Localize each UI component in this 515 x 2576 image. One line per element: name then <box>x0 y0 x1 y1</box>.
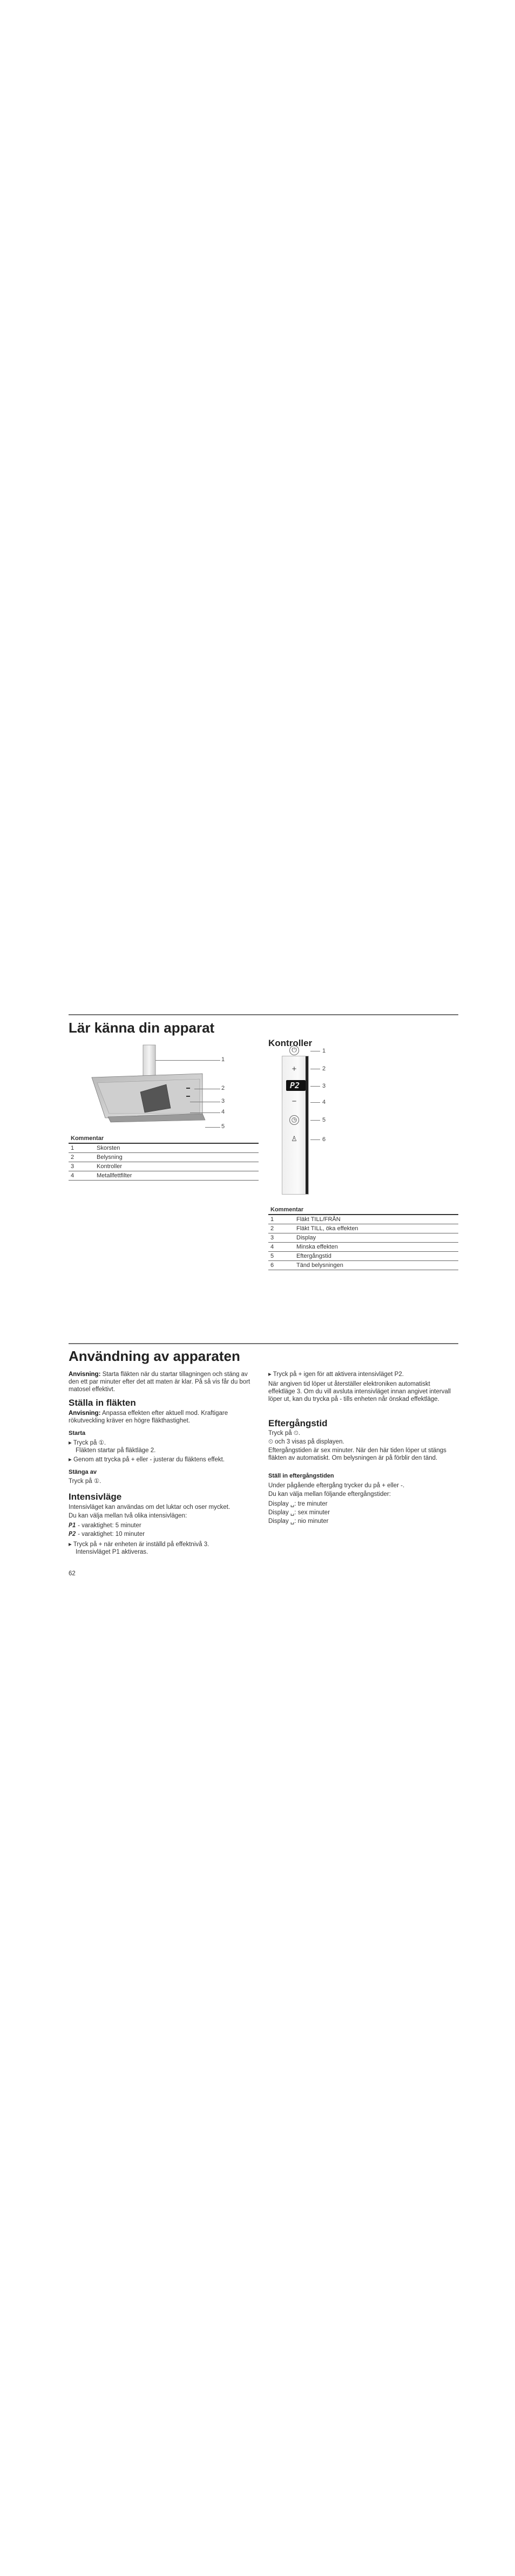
table-row: 3 Kontroller <box>69 1162 259 1171</box>
table-row: 4 Metallfettfilter <box>69 1171 259 1181</box>
start-step-1: ▸ Tryck på ①. <box>69 1439 259 1447</box>
chimney <box>143 1045 155 1076</box>
section-title-know-appliance: Lär känna din apparat <box>69 1020 215 1036</box>
fan-heading: Ställa in fläkten <box>69 1398 136 1408</box>
controls-title: Kontroller <box>268 1038 313 1048</box>
intensive-option-1: P1 - varaktighet: 5 minuter <box>69 1521 141 1529</box>
table-header: Kommentar <box>69 1134 259 1143</box>
controls-table <box>268 1205 458 1270</box>
intro-paragraph: Anvisning: Starta fläkten när du startar tillagningen och stäng av den ett par minuter efter det att maten är klar. På så vis får du bort matosel effektivt. <box>69 1371 250 1393</box>
hood-callout-1: 1 <box>221 1056 225 1063</box>
ctrl-callout-4: 4 <box>322 1099 326 1105</box>
table-row: 4 Minska effekten <box>268 1243 458 1252</box>
section-rule-2 <box>69 1343 458 1344</box>
overrun-set-p2: Du kan välja mellan följande eftergångstider: <box>268 1491 391 1498</box>
table-row: 3 Display <box>268 1233 458 1243</box>
hood-callout-5: 5 <box>221 1123 225 1130</box>
stop-text: Tryck på ①. <box>69 1478 101 1485</box>
stop-heading: Stänga av <box>69 1469 97 1475</box>
start-heading: Starta <box>69 1430 86 1437</box>
overrun-option-2: Display ␣: sex minuter <box>268 1509 330 1516</box>
light-button-icon[interactable]: ♙ <box>291 1135 297 1143</box>
hood-illustration <box>76 1042 232 1129</box>
ctrl-callout-line-4 <box>310 1102 320 1103</box>
overrun-p2: ⏲ och 3 visas på displayen. <box>268 1439 344 1445</box>
ctrl-callout-6: 6 <box>322 1136 326 1143</box>
ctrl-callout-1: 1 <box>322 1048 326 1054</box>
fan-note: Anvisning: Anpassa effekten efter aktuell mod. Kraftigare rökutveckling kräver en högre fläkthastighet. <box>69 1410 228 1424</box>
ctrl-callout-line-6 <box>310 1139 320 1140</box>
overrun-set-p1: Under pågående eftergång trycker du på + eller -. <box>268 1482 405 1489</box>
intensive-p2: Du kan välja mellan två olika intensivlägen: <box>69 1513 187 1519</box>
overrun-set-heading: Ställ in eftergångstiden <box>268 1473 334 1479</box>
hood-callout-4: 4 <box>221 1109 225 1115</box>
intensive-step-1b: Intensivläget P1 aktiveras. <box>76 1549 148 1555</box>
hood-callout-line-1 <box>155 1060 220 1061</box>
intensive-p3: När angiven tid löper ut återställer elektroniken automatiskt effektläge 3. Om du vill avsluta intensivläget innan angivet intervall löper ut, kan du trycka på - tills enheten når önskad effektläge. <box>268 1381 451 1402</box>
table-row: 5 Eftergångstid <box>268 1252 458 1261</box>
display-value: P2 <box>290 1081 300 1090</box>
intensive-option-2: P2 - varaktighet: 10 minuter <box>69 1530 145 1537</box>
minus-button-icon[interactable]: − <box>292 1097 297 1106</box>
ctrl-callout-5: 5 <box>322 1117 326 1123</box>
overrun-option-1: Display ␣: tre minuter <box>268 1501 328 1507</box>
ctrl-callout-2: 2 <box>322 1066 326 1072</box>
overrun-option-3: Display ␣: nio minuter <box>268 1518 329 1525</box>
power-button-icon[interactable]: ⏻ <box>289 1046 299 1055</box>
overrun-p1: Tryck på ⏲. <box>268 1430 301 1437</box>
ctrl-callout-line-3 <box>310 1086 320 1087</box>
table-row: 6 Tänd belysningen <box>268 1261 458 1270</box>
intensive-p1: Intensivläget kan användas om det luktar och oser mycket. <box>69 1504 231 1510</box>
plus-button-icon[interactable]: + <box>292 1064 297 1074</box>
overrun-heading: Eftergångstid <box>268 1418 328 1428</box>
hood-parts-table <box>69 1134 259 1181</box>
table-row: 1 Fläkt TILL/FRÅN <box>268 1215 458 1224</box>
section-rule-top <box>69 1014 458 1015</box>
page-number: 62 <box>69 1570 76 1577</box>
section-title-usage: Användning av apparaten <box>69 1348 240 1364</box>
timer-button-icon[interactable]: ◷ <box>289 1115 299 1125</box>
hood-callout-line-5 <box>205 1127 220 1128</box>
intensive-step-1: ▸ Tryck på + när enheten är inställd på effektnivå 3. <box>69 1541 259 1548</box>
table-row: 2 Fläkt TILL, öka effekten <box>268 1224 458 1233</box>
hood-callout-2: 2 <box>221 1085 225 1091</box>
start-step-1-result: Fläkten startar på fläktläge 2. <box>76 1447 156 1454</box>
ctrl-callout-line-5 <box>310 1120 320 1121</box>
intensive-step-2: ▸ Tryck på + igen för att aktivera intensivläget P2. <box>268 1371 458 1378</box>
table-row: 1 Skorsten <box>69 1143 259 1153</box>
table-row: 2 Belysning <box>69 1153 259 1162</box>
overrun-p3: Eftergångstiden är sex minuter. När den här tiden löper ut stängs fläkten av automatiskt. Om belysningen är på förblir den tänd. <box>268 1447 446 1461</box>
hood-callout-line-4 <box>190 1112 220 1113</box>
hood-callout-3: 3 <box>221 1098 225 1104</box>
control-panel <box>282 1056 309 1195</box>
start-step-2: ▸ Genom att trycka på + eller - justerar du fläktens effekt. <box>69 1456 259 1464</box>
intensive-heading: Intensivläge <box>69 1492 122 1502</box>
table-header: Kommentar <box>268 1205 458 1215</box>
ctrl-callout-3: 3 <box>322 1083 326 1089</box>
